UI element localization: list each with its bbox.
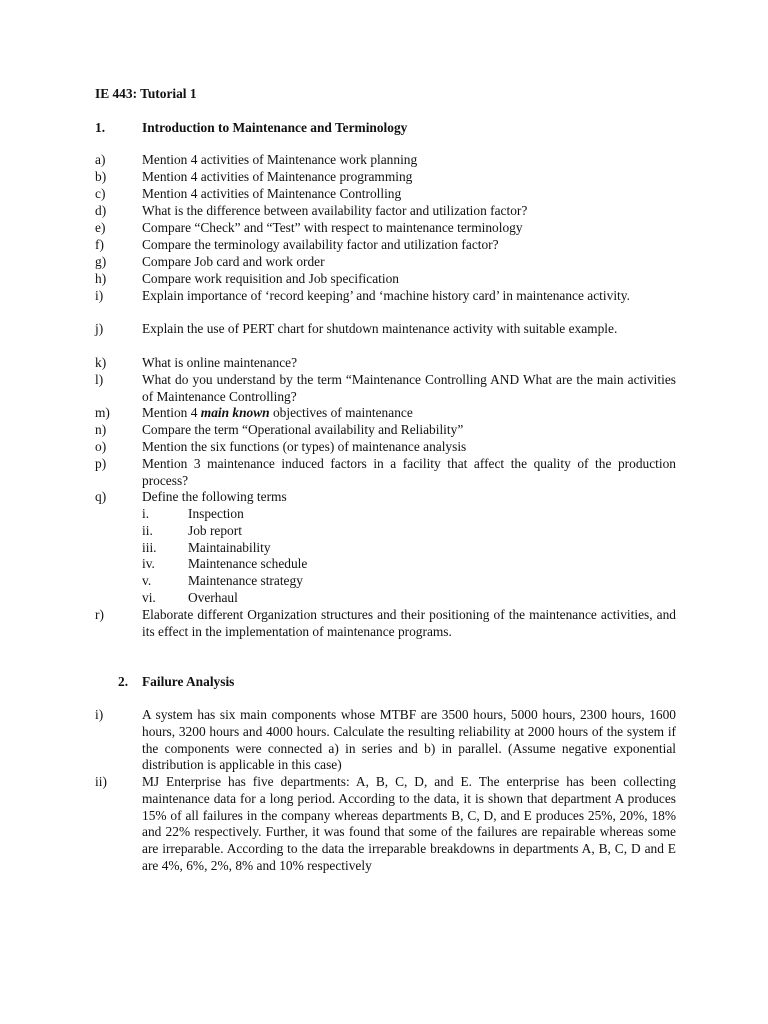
list-item-marker: q) — [95, 489, 107, 504]
list-item-text: Compare the term “Operational availability and Reliability” — [142, 422, 464, 437]
list-item-marker: a) — [95, 152, 106, 167]
list-item-text: Elaborate different Organization structures and their positioning of the maintenance activities, and its effect in the implementation of maintenance programs. — [142, 607, 676, 639]
list-item-marker: r) — [95, 607, 104, 622]
list-item-text: Mention 4 activities of Maintenance programming — [142, 169, 413, 184]
sub-list-text: Maintenance schedule — [188, 556, 308, 571]
problem-text: MJ Enterprise has five departments: A, B, C, D, and E. The enterprise has been collecting maintenance data for a long period. According to the data, it is shown that department A produces 15% of all failures in the company whereas departments B, C, D, and E produces 25%, 20%, 18% and 22% respectively. Further, it was found that some of the failures are repairable whereas some are irreparable. According to the data the irreparable breakdowns in departments A, B, C, D and E are 4%, 6%, 2%, 8% and 10% respectively — [142, 774, 676, 873]
sub-list-marker: iii. — [142, 540, 157, 555]
section-2-heading: Failure Analysis — [142, 674, 235, 689]
list-item-marker: h) — [95, 271, 107, 286]
sub-list-text: Maintenance strategy — [188, 573, 303, 588]
list-item-text: Mention 4 activities of Maintenance Controlling — [142, 186, 402, 201]
problem-marker: i) — [95, 707, 104, 722]
list-item-text: Compare work requisition and Job specification — [142, 271, 399, 286]
list-item-marker: e) — [95, 220, 106, 235]
list-item-text-part: Mention 4 — [142, 405, 201, 420]
list-item-marker: p) — [95, 456, 107, 471]
sub-list-marker: iv. — [142, 556, 155, 571]
document-title: IE 443: Tutorial 1 — [95, 86, 197, 101]
list-item-text: Explain importance of ‘record keeping’ and ‘machine history card’ in maintenance activity. — [142, 288, 630, 303]
list-item-text: Mention 4 activities of Maintenance work planning — [142, 152, 418, 167]
list-item-marker: n) — [95, 422, 107, 437]
list-item-text: Mention the six functions (or types) of maintenance analysis — [142, 439, 467, 454]
sub-list-text: Inspection — [188, 506, 244, 521]
list-item-marker: m) — [95, 405, 110, 420]
list-item-text: Compare Job card and work order — [142, 254, 325, 269]
problem-marker: ii) — [95, 774, 107, 789]
sub-list-text: Overhaul — [188, 590, 238, 605]
list-item-marker: o) — [95, 439, 107, 454]
emphasized-text: main known — [200, 405, 270, 420]
list-item-text: Compare the terminology availability factor and utilization factor? — [142, 237, 499, 252]
list-item-text: Define the following terms — [142, 489, 287, 504]
list-item-marker: j) — [95, 321, 104, 336]
list-item-text — [142, 405, 413, 422]
list-item-text: What is online maintenance? — [142, 355, 298, 370]
section-1-number: 1. — [95, 120, 106, 135]
section-2-number: 2. — [118, 674, 129, 689]
list-item-marker: d) — [95, 203, 107, 218]
sub-list-marker: vi. — [142, 590, 156, 605]
sub-list-text: Maintainability — [188, 540, 271, 555]
list-item-marker: k) — [95, 355, 107, 370]
sub-list-marker: ii. — [142, 523, 153, 538]
list-item-text: What do you understand by the term “Maintenance Controlling AND What are the main activities of Maintenance Controlling? — [142, 372, 676, 404]
list-item-text: Compare “Check” and “Test” with respect to maintenance terminology — [142, 220, 523, 235]
list-item-marker: l) — [95, 372, 104, 387]
sub-list-marker: v. — [142, 573, 152, 588]
sub-list-text: Job report — [188, 523, 242, 538]
section-1-heading: Introduction to Maintenance and Terminology — [142, 120, 408, 135]
list-item-text: Explain the use of PERT chart for shutdown maintenance activity with suitable example. — [142, 321, 618, 336]
problem-text: A system has six main components whose MTBF are 3500 hours, 5000 hours, 2300 hours, 1600 hours, 3200 hours and 4000 hours. Calculate the resulting reliability at 2000 hours of the system if the components were connected a) in series and b) in parallel. (Assume negative exponential distribution is applicable in this case) — [142, 707, 676, 773]
list-item-marker: i) — [95, 288, 104, 303]
sub-list-marker: i. — [142, 506, 150, 521]
list-item-marker: b) — [95, 169, 107, 184]
list-item-marker: f) — [95, 237, 104, 252]
list-item-marker: c) — [95, 186, 106, 201]
list-item-text: What is the difference between availability factor and utilization factor? — [142, 203, 528, 218]
list-item-text-part: objectives of maintenance — [269, 405, 413, 420]
list-item-text: Mention 3 maintenance induced factors in a facility that affect the quality of the production process? — [142, 456, 676, 488]
list-item-marker: g) — [95, 254, 107, 269]
